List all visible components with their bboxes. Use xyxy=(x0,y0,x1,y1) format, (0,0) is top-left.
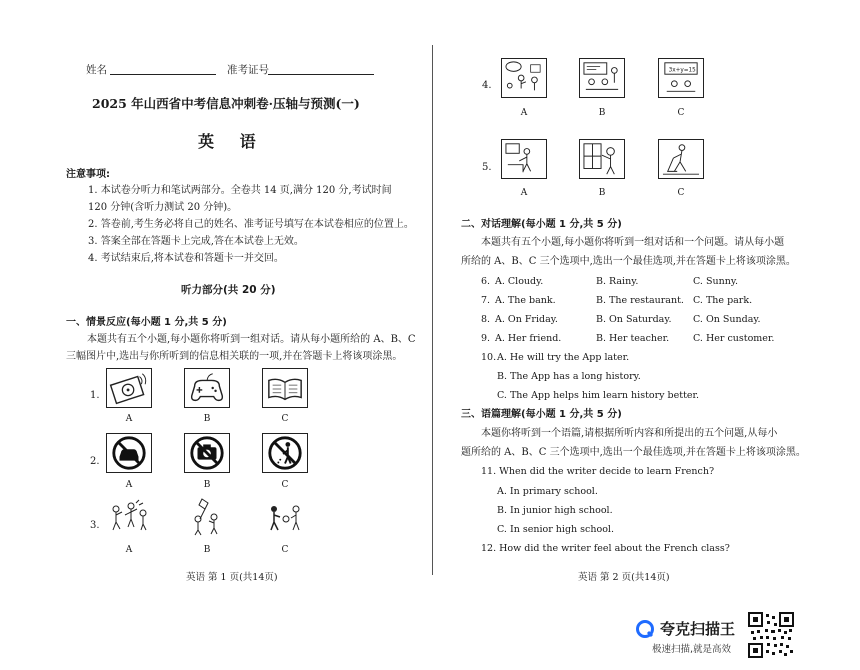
option-label: B xyxy=(203,545,211,555)
subject-title: 英 语 xyxy=(198,132,266,151)
option-label: B xyxy=(203,414,211,424)
option-label: C xyxy=(281,414,289,424)
option-label: B xyxy=(598,188,606,198)
section3-instruction: 本题你将听到一个语篇,请根据所听内容和所提出的五个问题,从每小 xyxy=(481,428,778,439)
option-label: C xyxy=(677,188,685,198)
kids-playing-icon xyxy=(106,497,152,537)
notes-heading: 注意事项: xyxy=(66,169,110,180)
dvd-player-icon xyxy=(106,368,152,408)
answer-option: B. In junior high school. xyxy=(497,505,613,516)
answer-option: A. Cloudy. xyxy=(495,276,544,287)
question-number: 5. xyxy=(482,162,492,173)
scanner-brand-name: 夸克扫描王 xyxy=(660,620,736,638)
answer-option: C. Sunny. xyxy=(693,276,738,287)
board-equation: 3x+y=15 xyxy=(668,67,696,74)
option-label: A xyxy=(125,414,133,424)
game-controller-icon xyxy=(184,368,230,408)
question-number: 1. xyxy=(90,390,100,401)
no-littering-icon xyxy=(262,433,308,473)
answer-option: A. He will try the App later. xyxy=(497,352,630,363)
kids-ball-icon xyxy=(262,497,308,537)
section1-instruction: 三幅图片中,选出与你所听到的信息相关联的一项,并在答题卡上将该项涂黑。 xyxy=(66,351,403,362)
window-girl-icon xyxy=(579,139,625,179)
answer-option: C. On Sunday. xyxy=(693,314,761,325)
question-number: 2. xyxy=(90,456,100,467)
option-label: A xyxy=(520,188,528,198)
section3-instruction: 题所给的 A、B、C 三个选项中,选出一个最佳选项,并在答题卡上将该项涂黑。 xyxy=(461,447,806,458)
section1-instruction: 本题共有五个小题,每小题你将听到一组对话。请从每小题所给的 A、B、C xyxy=(87,334,416,345)
section2-instruction: 所给的 A、B、C 三个选项中,选出一个最佳选项,并在答题卡上将该项涂黑。 xyxy=(461,256,796,267)
scanner-slogan: 极速扫描,就是高效 xyxy=(652,644,732,655)
section3-title: 三、语篇理解(每小题 1 分,共 5 分) xyxy=(461,409,622,420)
option-label: C xyxy=(677,108,685,118)
answer-option: B. Rainy. xyxy=(596,276,639,287)
option-label: C xyxy=(281,480,289,490)
no-car-icon xyxy=(106,433,152,473)
option-label: B xyxy=(203,480,211,490)
question-number: 4. xyxy=(482,80,492,91)
qr-code-icon xyxy=(748,612,794,658)
exam-id-underline xyxy=(268,74,374,75)
kids-kite-icon xyxy=(184,497,230,537)
note-item: 4. 考试结束后,将本试卷和答题卡一并交回。 xyxy=(88,253,284,264)
page-footer-right: 英语 第 2 页(共14页) xyxy=(578,572,670,583)
question-text: 12. How did the writer feel about the French class? xyxy=(481,543,730,554)
open-book-icon xyxy=(262,368,308,408)
answer-option: A. On Friday. xyxy=(495,314,558,325)
question-number: 3. xyxy=(90,520,100,531)
option-label: A xyxy=(125,480,133,490)
no-camera-icon xyxy=(184,433,230,473)
exam-id-label: 准考证号 xyxy=(227,64,269,76)
answer-option: B. On Saturday. xyxy=(596,314,672,325)
option-label: A xyxy=(125,545,133,555)
answer-option: B. The App has a long history. xyxy=(497,371,641,382)
answer-option: A. In primary school. xyxy=(497,486,598,497)
answer-option: B. Her teacher. xyxy=(596,333,670,344)
answer-option: B. The restaurant. xyxy=(596,295,684,306)
question-number: 6. xyxy=(481,276,491,287)
note-item: 1. 本试卷分听力和笔试两部分。全卷共 14 页,满分 120 分,考试时间 xyxy=(88,185,392,196)
question-number: 7. xyxy=(481,295,491,306)
section2-instruction: 本题共有五个小题,每小题你将听到一组对话和一个问题。请从每小题 xyxy=(481,237,785,248)
note-item: 3. 答案全部在答题卡上完成,答在本试卷上无效。 xyxy=(88,236,304,247)
section2-title: 二、对话理解(每小题 1 分,共 5 分) xyxy=(461,219,622,230)
name-label: 姓名 xyxy=(86,64,107,76)
name-underline xyxy=(110,74,216,75)
scanner-logo-icon xyxy=(636,620,654,638)
question-number: 10. xyxy=(481,352,497,363)
question-number: 9. xyxy=(481,333,491,344)
question-text: 11. When did the writer decide to learn French? xyxy=(481,466,715,477)
answer-option: A. The bank. xyxy=(495,295,556,306)
answer-option: C. The park. xyxy=(693,295,753,306)
option-label: C xyxy=(281,545,289,555)
answer-option: C. In senior high school. xyxy=(497,524,614,535)
answer-option: C. Her customer. xyxy=(693,333,775,344)
page-footer-left: 英语 第 1 页(共14页) xyxy=(186,572,278,583)
students-class-icon xyxy=(579,58,625,98)
answer-option: A. Her friend. xyxy=(495,333,562,344)
option-label: B xyxy=(598,108,606,118)
note-item: 2. 答卷前,考生务必将自己的姓名、准考证号填写在本试卷相应的位置上。 xyxy=(88,219,414,230)
page-divider xyxy=(432,45,433,575)
exam-title: 2025 年山西省中考信息冲刺卷·压轴与预测(一) xyxy=(92,96,360,111)
section1-title: 一、情景反应(每小题 1 分,共 5 分) xyxy=(66,317,227,328)
cleaning-table-icon xyxy=(501,139,547,179)
note-item: 120 分钟(含听力测试 20 分钟)。 xyxy=(88,202,238,213)
question-number: 8. xyxy=(481,314,491,325)
option-label: A xyxy=(520,108,528,118)
mopping-floor-icon xyxy=(658,139,704,179)
math-board-icon xyxy=(658,58,704,98)
teacher-speaking-icon xyxy=(501,58,547,98)
answer-option: C. The App helps him learn history better. xyxy=(497,390,700,401)
listening-title: 听力部分(共 20 分) xyxy=(181,284,276,296)
